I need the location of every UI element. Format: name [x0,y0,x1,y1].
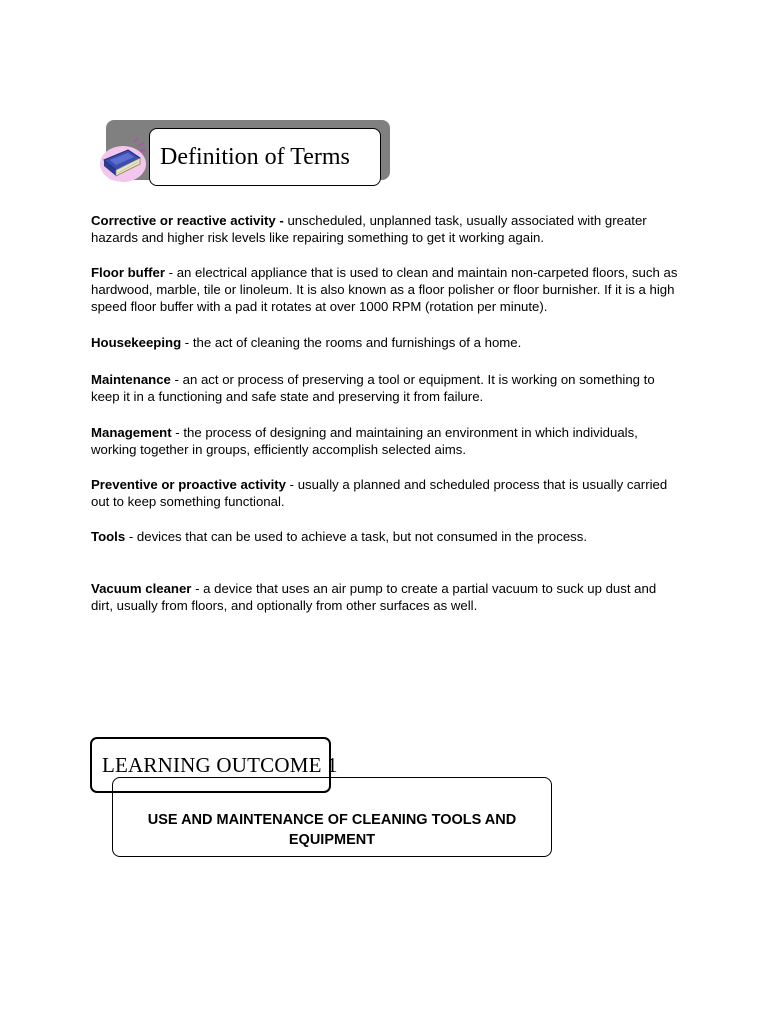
definition-item [91,580,681,614]
learning-outcome-title: LEARNING OUTCOME 1 [102,752,338,777]
definition-term: Floor buffer [91,265,165,280]
definition-text: - an electrical appliance that is used to clean and maintain non-carpeted floors, such as hardwood, marble, tile or linoleum. It is also known as a floor polisher or floor burnisher. If it is a high speed floor buffer with a pad it rotates at over 1000 RPM (rotation per minute). [91,265,678,314]
subtitle-line-2: EQUIPMENT [288,832,376,848]
definition-text: - devices that can be used to achieve a task, but not consumed in the process. [125,529,588,544]
definition-term: Preventive or proactive activity [91,477,286,492]
learning-outcome-title-box [90,737,338,793]
definition-term: Housekeeping [91,335,182,350]
definition-item [91,424,681,458]
subtitle-line-1: USE AND MAINTENANCE OF CLEANING TOOLS AND [147,812,517,828]
definition-item [91,334,681,351]
definition-item [91,212,681,246]
definition-item [91,371,681,405]
definition-title-box [149,128,381,186]
definition-header [98,120,398,195]
definition-text: - a device that uses an air pump to create a partial vacuum to suck up dust and dirt, usually from floors, and optionally from other surfaces as well. [91,581,657,613]
definition-text: unscheduled, unplanned task, usually associated with greater hazards and higher risk levels like repairing something to get it working again. [91,213,647,245]
definition-text: - the act of cleaning the rooms and furnishings of a home. [181,335,522,350]
definition-item [91,476,681,510]
definition-term: Corrective or reactive activity - [91,213,284,228]
learning-outcome-subtitle [113,810,551,850]
definition-term: Vacuum cleaner [91,581,192,596]
definition-title: Definition of Terms [160,143,350,170]
definitions-list [91,212,681,614]
definition-item [91,528,681,545]
definition-text: - the process of designing and maintaining an environment in which individuals, working together in groups, efficiently accomplish selected aims. [91,425,638,457]
definition-term: Maintenance [91,372,171,387]
book-icon [98,138,148,184]
definition-term: Tools [91,529,126,544]
definition-term: Management [91,425,172,440]
definition-item [91,264,681,315]
definition-text: - an act or process of preserving a tool or equipment. It is working on something to keep it in a functioning and safe state and preserving it from failure. [91,372,655,404]
definition-text: - usually a planned and scheduled process that is usually carried out to keep something functional. [91,477,668,509]
